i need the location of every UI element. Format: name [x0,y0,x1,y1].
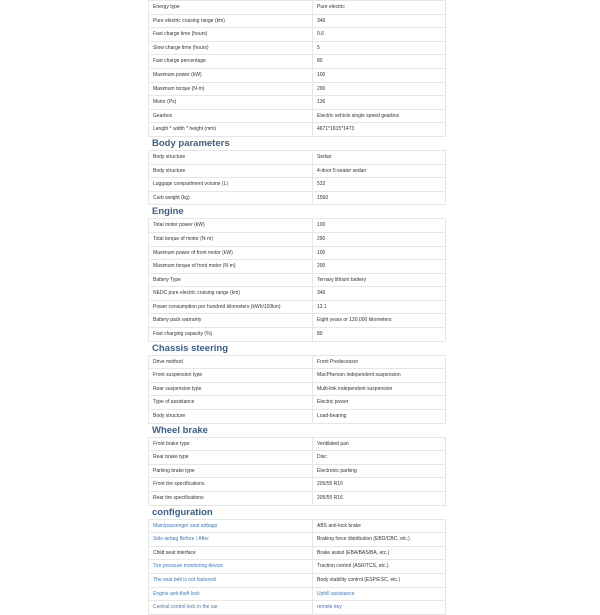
spec-label: Front suspension type [149,369,313,383]
spec-label: Fast charge time (hours) [149,28,313,42]
spec-value: Load-bearing [313,410,446,424]
spec-label: NEDC pure electric cruising range (km) [149,287,313,301]
spec-value: Electric power [313,396,446,410]
spec-value: Body stability control (ESP/ESC, etc.) [313,573,446,587]
table-row [149,1,446,15]
table-row [149,260,446,274]
spec-label: Power consumption per hundred kilometers (kWh/100km) [149,300,313,314]
section-title-chassis-steering: Chassis steering [152,342,229,354]
table-row [149,396,446,410]
spec-label: Battery Type [149,273,313,287]
spec-label: Motor (Ps) [149,96,313,110]
spec-label[interactable]: Central control lock in the car [149,601,313,615]
spec-label: Front tire specifications [149,478,313,492]
spec-value: Braking force distribution (EBD/CBC, etc.) [313,533,446,547]
spec-label: Slow charge time (hours) [149,41,313,55]
table-row [149,219,446,233]
spec-label: Parking brake type [149,464,313,478]
table-row [149,41,446,55]
table-row [149,492,446,506]
table-row [149,232,446,246]
table-row [149,355,446,369]
spec-value: Front Predecessor [313,355,446,369]
spec-label: Maximum torque of front motor (N·m) [149,260,313,274]
spec-label: Body structure [149,410,313,424]
spec-value: Ternary lithium battery [313,273,446,287]
spec-label[interactable]: Engine anti-theft lock [149,587,313,601]
spec-value: 4-door 5-seater sedan [313,164,446,178]
spec-table [148,519,446,615]
spec-label: Energy type [149,1,313,15]
section-title-body-parameters: Body parameters [152,137,230,149]
spec-label: Rear brake type [149,451,313,465]
table-row [149,300,446,314]
spec-table [148,437,446,506]
spec-label: Fast charge percentage [149,55,313,69]
table-row [149,82,446,96]
spec-label: Maximum power of front motor (kW) [149,246,313,260]
table-row [149,601,446,615]
spec-value: 290 [313,260,446,274]
spec-value: 532 [313,178,446,192]
spec-value: Ventilated pan [313,437,446,451]
spec-value: 290 [313,232,446,246]
spec-label: Drive method [149,355,313,369]
table-row [149,382,446,396]
table-row [149,328,446,342]
spec-value: Eight years or 120,000 kilometers [313,314,446,328]
spec-value: 205/55 R16 [313,492,446,506]
table-row [149,519,446,533]
table-row [149,287,446,301]
table-row [149,123,446,137]
spec-table [148,218,446,341]
spec-value[interactable]: remote key [313,601,446,615]
spec-label: Rear tire specifications [149,492,313,506]
spec-sheet [148,0,446,615]
spec-value: 290 [313,82,446,96]
spec-label[interactable]: The seat belt is not fastened [149,573,313,587]
table-row [149,96,446,110]
table-row [149,164,446,178]
spec-value: 346 [313,14,446,28]
spec-value: Pure electric [313,1,446,15]
spec-value: 136 [313,96,446,110]
table-row [149,55,446,69]
spec-label: Luggage compartment volume (L) [149,178,313,192]
table-row [149,573,446,587]
table-row [149,314,446,328]
table-row [149,546,446,560]
table-row [149,246,446,260]
spec-value: 100 [313,246,446,260]
section-title-engine: Engine [152,206,184,218]
spec-value: Brake assist (EBA/BAS/BA, etc.) [313,546,446,560]
table-row [149,191,446,205]
spec-label: Maximum torque (N·m) [149,82,313,96]
spec-label: Battery pack warranty [149,314,313,328]
table-row [149,478,446,492]
spec-value: 100 [313,68,446,82]
spec-value: 205/55 R16 [313,478,446,492]
spec-value: 100 [313,219,446,233]
spec-label: Total motor power (kW) [149,219,313,233]
spec-value: 13.1 [313,300,446,314]
table-row [149,451,446,465]
spec-label: Rear suspension type [149,382,313,396]
table-row [149,28,446,42]
spec-label: Body structure [149,150,313,164]
spec-value: Disc [313,451,446,465]
spec-value: Electric vehicle single speed gearbox [313,109,446,123]
spec-value: 80 [313,328,446,342]
spec-label: Maximum power (kW) [149,68,313,82]
spec-label: Total torque of motor (N·m) [149,232,313,246]
spec-value: 1560 [313,191,446,205]
table-row [149,533,446,547]
spec-label: Length * width * height (mm) [149,123,313,137]
spec-value: Traction control (ASR/TCS, etc.) [313,560,446,574]
table-row [149,68,446,82]
spec-label[interactable]: Side airbag Before / After [149,533,313,547]
spec-table [148,355,446,424]
spec-label: Gearbox [149,109,313,123]
spec-value[interactable]: Uphill assistance [313,587,446,601]
spec-value: 5 [313,41,446,55]
table-row [149,109,446,123]
spec-value: 346 [313,287,446,301]
spec-label[interactable]: Main/passenger seat airbags [149,519,313,533]
table-row [149,410,446,424]
table-row [149,587,446,601]
spec-label: Body structure [149,164,313,178]
spec-value: 4671*1815*1473 [313,123,446,137]
spec-table [148,0,446,137]
spec-label: Type of assistance [149,396,313,410]
table-row [149,273,446,287]
spec-value: Multi-link independent suspension [313,382,446,396]
section-title-configuration: configuration [152,506,213,518]
table-row [149,464,446,478]
section-title-wheel-brake: Wheel brake [152,424,208,436]
spec-label[interactable]: Tire pressure monitoring device [149,560,313,574]
spec-label: Pure electric cruising range (km) [149,14,313,28]
spec-value: 0.6 [313,28,446,42]
table-row [149,178,446,192]
spec-label: Child seat interface [149,546,313,560]
spec-label: Curb weight (kg) [149,191,313,205]
table-row [149,437,446,451]
table-row [149,150,446,164]
spec-value: Sedan [313,150,446,164]
spec-value: 80 [313,55,446,69]
spec-value: MacPherson independent suspension [313,369,446,383]
spec-label: Fast charging capacity (%) [149,328,313,342]
spec-value: Electronic parking [313,464,446,478]
spec-value: ABS anti-lock brake [313,519,446,533]
table-row [149,14,446,28]
spec-label: Front brake type [149,437,313,451]
table-row [149,369,446,383]
table-row [149,560,446,574]
spec-table [148,150,446,205]
